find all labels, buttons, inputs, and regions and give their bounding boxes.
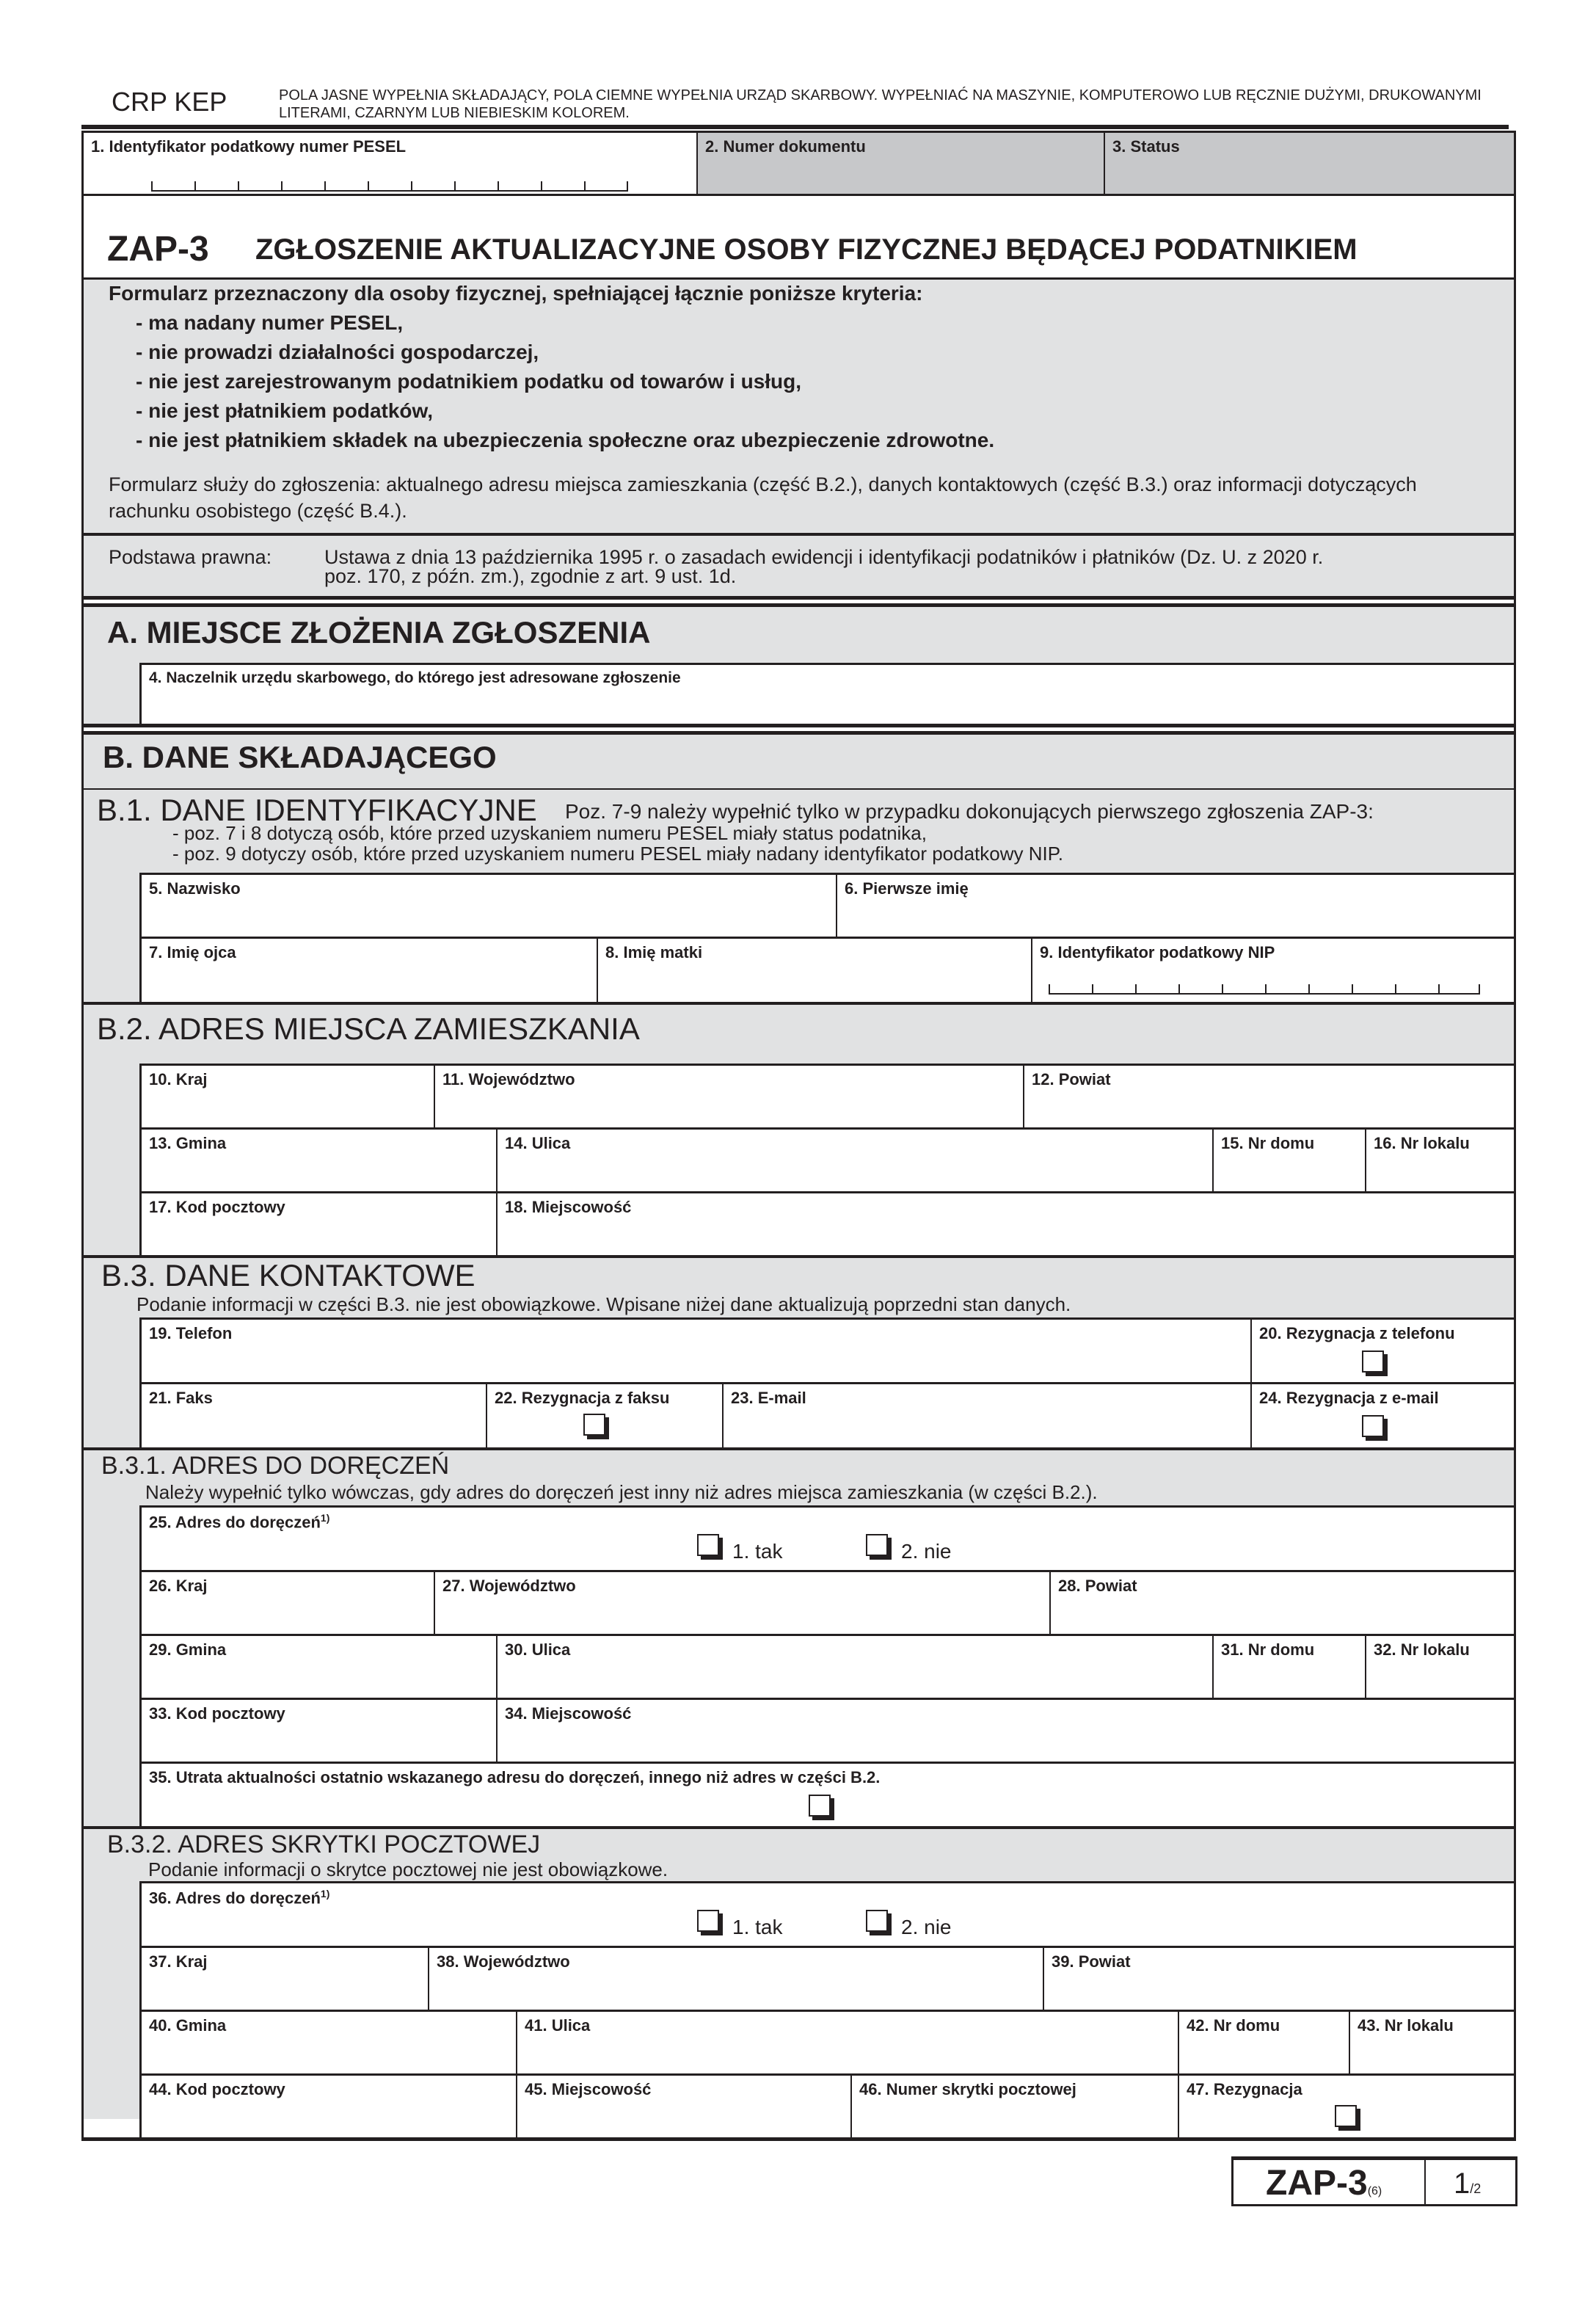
field-3-status bbox=[1104, 131, 1516, 196]
nip-digit-grid[interactable] bbox=[1049, 984, 1480, 995]
field-45-label: 45. Miejscowość bbox=[525, 2080, 652, 2098]
b1-rule bbox=[81, 788, 1516, 790]
b2-title: B.2. ADRES MIEJSCA ZAMIESZKANIA bbox=[97, 1011, 640, 1046]
criteria-item: - nie jest płatnikiem podatków, bbox=[136, 399, 434, 422]
field-10-label: 10. Kraj bbox=[149, 1070, 208, 1088]
field-26-country[interactable] bbox=[139, 1572, 434, 1635]
field-15-label: 15. Nr domu bbox=[1221, 1134, 1315, 1152]
field-30-street[interactable] bbox=[496, 1636, 1212, 1699]
field-9-label: 9. Identyfikator podatkowy NIP bbox=[1040, 943, 1275, 961]
field-9-nip[interactable] bbox=[1031, 939, 1514, 1002]
field-46-po-box-number[interactable] bbox=[850, 2076, 1178, 2139]
b1-note-3: - poz. 9 dotyczy osób, które przed uzyskaniem numeru PESEL miały nadany identyfikator podatkowy NIP. bbox=[172, 843, 1063, 865]
field-14-label: 14. Ulica bbox=[505, 1134, 571, 1152]
field-1-pesel[interactable] bbox=[81, 131, 696, 196]
field-36-label: 36. Adres do doręczeń$^{1)}$ bbox=[149, 1888, 330, 1908]
field-38-voivodeship[interactable] bbox=[428, 1948, 1043, 2011]
field-39-label: 39. Powiat bbox=[1052, 1952, 1131, 1971]
b31-note: Należy wypełnić tylko wówczas, gdy adres do doręczeń jest inny niż adres miejsca zamieszkania (w części B.2.). bbox=[145, 1481, 1098, 1503]
field-5-surname[interactable] bbox=[139, 875, 836, 937]
field-30-label: 30. Ulica bbox=[505, 1640, 571, 1659]
section-rule bbox=[81, 1002, 1516, 1005]
field-29-label: 29. Gmina bbox=[149, 1640, 227, 1659]
footer-divider bbox=[1424, 2160, 1426, 2206]
field-31-label: 31. Nr domu bbox=[1221, 1640, 1315, 1659]
field-37-label: 37. Kraj bbox=[149, 1952, 208, 1971]
b31-title: B.3.1. ADRES DO DORĘCZEŃ bbox=[101, 1452, 450, 1480]
criteria-intro: Formularz przeznaczony dla osoby fizycznej, spełniającej łącznie poniższe kryteria: bbox=[109, 282, 923, 305]
section-rule bbox=[81, 1826, 1516, 1829]
field-27-label: 27. Województwo bbox=[442, 1577, 576, 1595]
field-5-label: 5. Nazwisko bbox=[149, 879, 241, 898]
field-4-tax-office[interactable] bbox=[139, 663, 1514, 725]
field-27-voivodeship[interactable] bbox=[434, 1572, 1049, 1635]
pesel-digit-grid[interactable] bbox=[151, 181, 628, 192]
field-36-delivery-address bbox=[139, 1883, 1514, 1946]
field-21-fax[interactable] bbox=[139, 1384, 486, 1447]
field-32-label: 32. Nr lokalu bbox=[1374, 1640, 1470, 1659]
checkbox-36-no[interactable] bbox=[866, 1910, 888, 1932]
field-23-email[interactable] bbox=[722, 1384, 1250, 1447]
field-16-apartment-number[interactable] bbox=[1365, 1130, 1514, 1193]
section-rule bbox=[81, 1447, 1516, 1450]
checkbox-25-yes[interactable] bbox=[697, 1534, 719, 1556]
legal-label: Podstawa prawna: bbox=[109, 546, 272, 568]
field-40-commune[interactable] bbox=[139, 2012, 516, 2075]
field-13-commune[interactable] bbox=[139, 1130, 496, 1193]
section-a-title: A. MIEJSCE ZŁOŻENIA ZGŁOSZENIA bbox=[107, 615, 651, 650]
field-21-label: 21. Faks bbox=[149, 1389, 213, 1407]
field-10-country[interactable] bbox=[139, 1066, 434, 1128]
form-purpose: Formularz służy do zgłoszenia: aktualnego adresu miejsca zamieszkania (część B.2.), danych kontaktowych (część B.3.) oraz informacji dotyczących rachunku osobistego (część B.4.). bbox=[109, 473, 1417, 522]
field-45-city[interactable] bbox=[516, 2076, 850, 2139]
field-37-country[interactable] bbox=[139, 1948, 428, 2011]
checkbox-24-email-resign[interactable] bbox=[1362, 1415, 1384, 1437]
b3-title: B.3. DANE KONTAKTOWE bbox=[101, 1258, 475, 1293]
b32-title: B.3.2. ADRES SKRYTKI POCZTOWEJ bbox=[107, 1831, 541, 1858]
checkbox-22-fax-resign[interactable] bbox=[583, 1414, 605, 1436]
field-24-email-resign bbox=[1250, 1384, 1514, 1447]
legal-text-2: poz. 170, z późn. zm.), zgodnie z art. 9 ust. 1d. bbox=[324, 565, 737, 587]
field-29-commune[interactable] bbox=[139, 1636, 496, 1699]
field-43-apartment-number[interactable] bbox=[1349, 2012, 1514, 2075]
section-divider bbox=[81, 596, 1516, 600]
footer-form-id bbox=[1231, 2156, 1517, 2206]
field-25-label: 25. Adres do doręczeń$^{1)}$ bbox=[149, 1512, 330, 1532]
section-divider bbox=[81, 724, 1516, 727]
criteria-item: - ma nadany numer PESEL, bbox=[136, 311, 404, 334]
checkbox-25-no[interactable] bbox=[866, 1534, 888, 1556]
field-6-label: 6. Pierwsze imię bbox=[845, 879, 969, 898]
field-2-document-number bbox=[696, 131, 1104, 196]
form-bottom-rule bbox=[81, 2137, 1516, 2141]
field-34-city[interactable] bbox=[496, 1700, 1514, 1763]
field-22-fax-resign bbox=[486, 1384, 722, 1447]
field-31-house-number[interactable] bbox=[1212, 1636, 1365, 1699]
field-18-city[interactable] bbox=[496, 1193, 1514, 1257]
field-40-label: 40. Gmina bbox=[149, 2016, 227, 2035]
field-28-county[interactable] bbox=[1049, 1572, 1514, 1635]
field-22-label: 22. Rezygnacja z faksu bbox=[495, 1389, 670, 1407]
b32-note: Podanie informacji o skrytce pocztowej nie jest obowiązkowe. bbox=[148, 1858, 668, 1880]
field-39-county[interactable] bbox=[1043, 1948, 1514, 2011]
b1-note-2: - poz. 7 i 8 dotyczą osób, które przed uzyskaniem numeru PESEL miały status podatnika, bbox=[172, 822, 927, 844]
form-title: ZGŁOSZENIE AKTUALIZACYJNE OSOBY FIZYCZNEJ BĘDĄCEJ PODATNIKIEM bbox=[255, 233, 1358, 266]
form-code-crp-kep: CRP KEP bbox=[112, 87, 227, 117]
checkbox-47-resign[interactable] bbox=[1335, 2105, 1357, 2127]
field-11-label: 11. Województwo bbox=[442, 1070, 575, 1088]
footer-page: 1/2 bbox=[1454, 2167, 1482, 2200]
criteria-item: - nie jest zarejestrowanym podatnikiem podatku od towarów i usług, bbox=[136, 370, 802, 393]
criteria-item: - nie prowadzi działalności gospodarczej, bbox=[136, 341, 539, 363]
field-8-label: 8. Imię matki bbox=[605, 943, 703, 961]
field-20-phone-resign bbox=[1250, 1320, 1514, 1383]
field-2-label: 2. Numer dokumentu bbox=[705, 137, 866, 156]
field-43-label: 43. Nr lokalu bbox=[1358, 2016, 1454, 2035]
field-33-label: 33. Kod pocztowy bbox=[149, 1704, 285, 1723]
field-42-label: 42. Nr domu bbox=[1187, 2016, 1280, 2035]
field-7-father-name[interactable] bbox=[139, 939, 597, 1002]
field-1-label: 1. Identyfikator podatkowy numer PESEL bbox=[91, 137, 407, 156]
field-15-house-number[interactable] bbox=[1212, 1130, 1365, 1193]
field-19-phone[interactable] bbox=[139, 1320, 1250, 1383]
field-44-label: 44. Kod pocztowy bbox=[149, 2080, 285, 2098]
field-16-label: 16. Nr lokalu bbox=[1374, 1134, 1470, 1152]
field-28-label: 28. Powiat bbox=[1058, 1577, 1137, 1595]
checkbox-36-yes[interactable] bbox=[697, 1910, 719, 1932]
field-33-postal-code[interactable] bbox=[139, 1700, 496, 1763]
field-42-house-number[interactable] bbox=[1178, 2012, 1349, 2075]
checkbox-35-address-loss[interactable] bbox=[809, 1795, 831, 1817]
footer-code: ZAP-3(6) bbox=[1266, 2164, 1382, 2203]
field-26-label: 26. Kraj bbox=[149, 1577, 208, 1595]
field-12-label: 12. Powiat bbox=[1032, 1070, 1111, 1088]
criteria-item: - nie jest płatnikiem składek na ubezpieczenia społeczne oraz ubezpieczenie zdrowotne. bbox=[136, 429, 995, 451]
field-44-postal-code[interactable] bbox=[139, 2076, 516, 2139]
option-36-yes-label: 1. tak bbox=[732, 1916, 783, 1938]
option-25-yes-label: 1. tak bbox=[732, 1540, 783, 1563]
field-17-postal-code[interactable] bbox=[139, 1193, 496, 1257]
field-25-delivery-address bbox=[139, 1508, 1514, 1571]
option-25-no-label: 2. nie bbox=[901, 1540, 952, 1563]
field-8-mother-name[interactable] bbox=[597, 939, 1031, 1002]
fill-instructions: POLA JASNE WYPEŁNIA SKŁADAJĄCY, POLA CIEMNE WYPEŁNIA URZĄD SKARBOWY. WYPEŁNIAĆ NA MASZYNIE, KOMPUTEROWO LUB RĘCZNIE DUŻYMI, DRUKOWANYMI LITERAMI, CZARNYM LUB NIEBIESKIM KOLOREM. bbox=[279, 87, 1482, 121]
field-17-label: 17. Kod pocztowy bbox=[149, 1198, 285, 1216]
checkbox-20-phone-resign[interactable] bbox=[1362, 1351, 1384, 1373]
field-20-label: 20. Rezygnacja z telefonu bbox=[1259, 1324, 1455, 1342]
field-12-county[interactable] bbox=[1023, 1066, 1514, 1128]
field-35-label: 35. Utrata aktualności ostatnio wskazanego adresu do doręczeń, innego niż adres w części B.2. bbox=[149, 1768, 881, 1786]
field-41-street[interactable] bbox=[516, 2012, 1178, 2075]
field-32-apartment-number[interactable] bbox=[1365, 1636, 1514, 1699]
b3-note: Podanie informacji w części B.3. nie jest obowiązkowe. Wpisane niżej dane aktualizują poprzedni stan danych. bbox=[136, 1293, 1071, 1315]
header-rule bbox=[81, 125, 1509, 129]
field-4-label: 4. Naczelnik urzędu skarbowego, do którego jest adresowane zgłoszenie bbox=[149, 669, 681, 686]
field-14-street[interactable] bbox=[496, 1130, 1212, 1193]
field-11-voivodeship[interactable] bbox=[434, 1066, 1023, 1128]
field-24-label: 24. Rezygnacja z e-mail bbox=[1259, 1389, 1439, 1407]
b1-note: Poz. 7-9 należy wypełnić tylko w przypadku dokonujących pierwszego zgłoszenia ZAP-3: bbox=[565, 800, 1374, 823]
field-41-label: 41. Ulica bbox=[525, 2016, 591, 2035]
legal-text-1: Ustawa z dnia 13 października 1995 r. o zasadach ewidencji i identyfikacji podatników i płatników (Dz. U. z 2020 r. bbox=[324, 546, 1324, 568]
field-35-address-loss bbox=[139, 1764, 1514, 1827]
section-b-title: B. DANE SKŁADAJĄCEGO bbox=[103, 740, 497, 774]
option-36-no-label: 2. nie bbox=[901, 1916, 952, 1938]
field-38-label: 38. Województwo bbox=[437, 1952, 570, 1971]
b1-title: B.1. DANE IDENTYFIKACYJNE bbox=[97, 793, 537, 827]
field-19-label: 19. Telefon bbox=[149, 1324, 233, 1342]
field-47-resign bbox=[1178, 2076, 1514, 2139]
field-3-label: 3. Status bbox=[1112, 137, 1180, 156]
field-23-label: 23. E-mail bbox=[731, 1389, 806, 1407]
field-6-first-name[interactable] bbox=[836, 875, 1514, 937]
field-18-label: 18. Miejscowość bbox=[505, 1198, 632, 1216]
form-code-title: ZAP-3 bbox=[107, 230, 209, 269]
field-34-label: 34. Miejscowość bbox=[505, 1704, 632, 1723]
field-7-label: 7. Imię ojca bbox=[149, 943, 236, 961]
field-47-label: 47. Rezygnacja bbox=[1187, 2080, 1302, 2098]
field-46-label: 46. Numer skrytki pocztowej bbox=[859, 2080, 1076, 2098]
field-13-label: 13. Gmina bbox=[149, 1134, 227, 1152]
